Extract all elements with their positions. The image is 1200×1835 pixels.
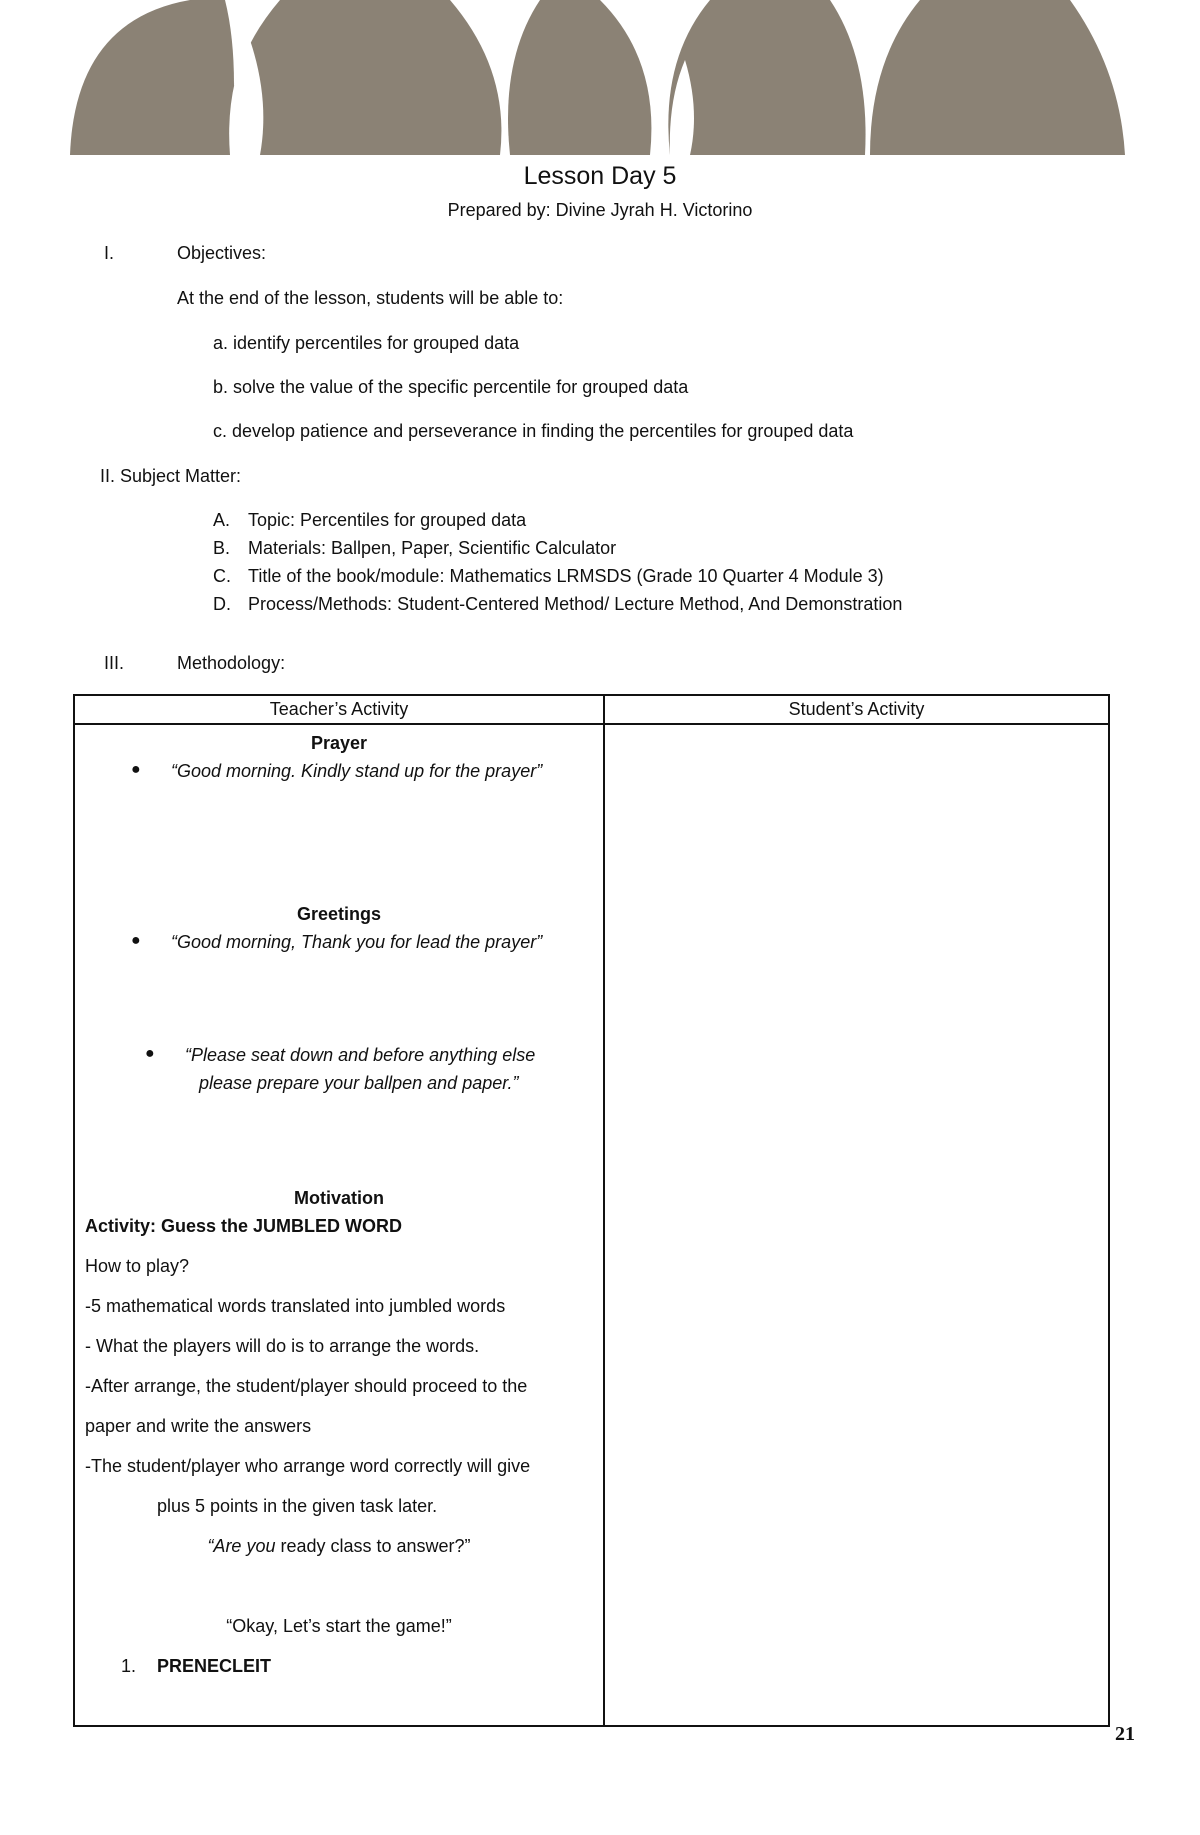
rule-item: paper and write the answers — [85, 1416, 312, 1436]
decorative-leaf-banner — [70, 0, 1125, 155]
subject-item-text: Process/Methods: Student-Centered Method/ Lecture Method, And Demonstration — [248, 594, 903, 614]
seat-line-1: “Please seat down and before anything else — [185, 1045, 536, 1065]
objective-item: c. develop patience and perseverance in finding the percentiles for grouped data — [213, 421, 854, 441]
bullet-icon: ● — [131, 761, 141, 778]
jumbled-word: PRENECLEIT — [157, 1656, 272, 1676]
objectives-numeral: I. — [104, 243, 115, 263]
greetings-heading: Greetings — [296, 904, 382, 924]
lesson-title: Lesson Day 5 — [523, 162, 677, 190]
rule-item: -5 mathematical words translated into jumbled words — [85, 1296, 506, 1316]
prayer-heading: Prayer — [310, 733, 368, 753]
subject-item-letter: B. — [213, 538, 231, 558]
subject-item-letter: C. — [213, 566, 231, 586]
objectives-heading: Objectives: — [177, 243, 267, 263]
teacher-activity-header: Teacher’s Activity — [74, 695, 604, 724]
subject-item-text: Topic: Percentiles for grouped data — [248, 510, 527, 530]
activity-title: Activity: Guess the JUMBLED WORD — [85, 1216, 403, 1236]
ready-question — [75, 1536, 603, 1557]
subject-matter-heading: II. Subject Matter: — [100, 466, 242, 486]
teacher-activity-cell — [74, 724, 604, 1726]
objectives-intro: At the end of the lesson, students will be able to: — [177, 288, 564, 308]
objective-item: a. identify percentiles for grouped data — [213, 333, 520, 353]
how-to-play: How to play? — [85, 1256, 190, 1276]
ready-rest: ready class to answer?” — [275, 1536, 471, 1556]
student-activity-cell — [604, 724, 1109, 1726]
rule-item: -The student/player who arrange word correctly will give — [85, 1456, 531, 1476]
student-activity-header: Student’s Activity — [604, 695, 1109, 724]
ready-italic: “Are you — [207, 1536, 276, 1556]
rule-item: plus 5 points in the given task later. — [157, 1496, 438, 1516]
motivation-heading: Motivation — [294, 1188, 384, 1208]
subject-item-letter: D. — [213, 594, 231, 614]
word-number: 1. — [121, 1656, 137, 1676]
prayer-line: “Good morning. Kindly stand up for the prayer” — [171, 761, 543, 781]
subject-item-text: Materials: Ballpen, Paper, Scientific Calculator — [248, 538, 617, 558]
bullet-icon: ● — [131, 932, 141, 949]
methodology-numeral: III. — [104, 653, 125, 673]
bullet-icon: ● — [145, 1045, 155, 1062]
methodology-heading: Methodology: — [177, 653, 286, 673]
objective-item: b. solve the value of the specific percentile for grouped data — [213, 377, 689, 397]
rule-item: -After arrange, the student/player should proceed to the — [85, 1376, 528, 1396]
subject-item-letter: A. — [213, 510, 231, 530]
prepared-by: Prepared by: Divine Jyrah H. Victorino — [447, 200, 753, 220]
greetings-line: “Good morning, Thank you for lead the prayer” — [171, 932, 543, 952]
subject-item-text: Title of the book/module: Mathematics LRMSDS (Grade 10 Quarter 4 Module 3) — [248, 566, 884, 586]
page-number: 21 — [1115, 1723, 1135, 1745]
methodology-table — [73, 694, 1110, 1727]
start-line: “Okay, Let’s start the game!” — [226, 1616, 452, 1636]
rule-item: - What the players will do is to arrange the words. — [85, 1336, 480, 1356]
seat-line-2: please prepare your ballpen and paper.” — [199, 1073, 519, 1093]
